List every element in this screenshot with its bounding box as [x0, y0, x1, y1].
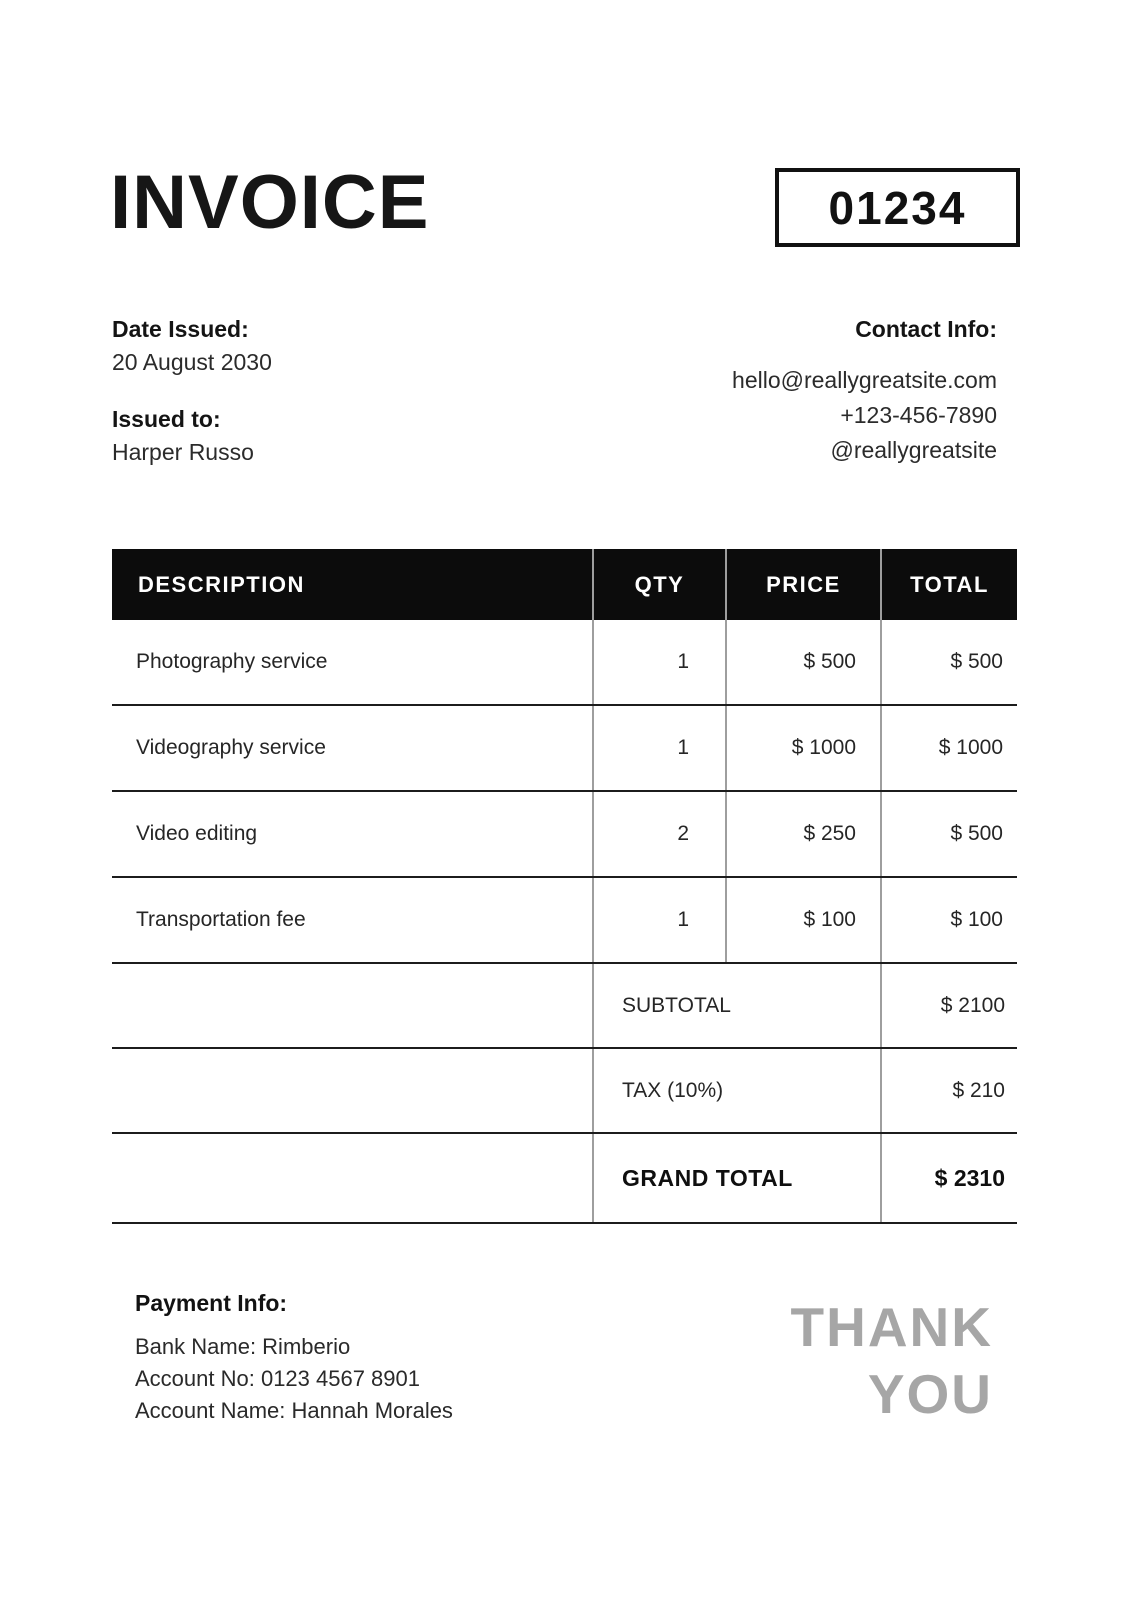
- thank-you-line2: YOU: [867, 1363, 993, 1425]
- contact-handle: @reallygreatsite: [830, 437, 997, 463]
- item-description: Videography service: [136, 736, 326, 759]
- summary-row: [112, 964, 1017, 1049]
- summary-value: $ 2100: [880, 964, 1017, 1047]
- item-qty: 1: [592, 620, 725, 704]
- table-body: [112, 620, 1017, 1224]
- contact-info: [732, 316, 997, 468]
- table-header-row: [112, 549, 1017, 620]
- table-row: [112, 792, 1017, 878]
- payment-info: [135, 1290, 453, 1427]
- payment-lines: [135, 1331, 453, 1427]
- table-row: [112, 620, 1017, 706]
- column-header-description: DESCRIPTION: [138, 571, 305, 597]
- account-name: Account Name: Hannah Morales: [135, 1398, 453, 1423]
- item-price: $ 500: [725, 620, 880, 704]
- date-issued-value: 20 August 2030: [112, 349, 272, 375]
- item-total: $ 1000: [880, 706, 1017, 790]
- summary-spacer: [112, 1134, 592, 1222]
- summary-value: $ 210: [880, 1049, 1017, 1132]
- summary-value: $ 2310: [880, 1134, 1017, 1222]
- item-qty: 1: [592, 878, 725, 962]
- item-total: $ 500: [880, 620, 1017, 704]
- item-price: $ 250: [725, 792, 880, 876]
- page-title: INVOICE: [110, 160, 430, 245]
- item-qty: 1: [592, 706, 725, 790]
- item-description: Transportation fee: [136, 908, 306, 931]
- invoice-number: 01234: [828, 181, 967, 234]
- contact-phone: +123-456-7890: [840, 402, 997, 428]
- summary-label: TAX (10%): [592, 1049, 880, 1132]
- table-row: [112, 706, 1017, 792]
- date-issued-label: Date Issued:: [112, 316, 249, 342]
- contact-lines: [732, 363, 997, 468]
- summary-label: SUBTOTAL: [592, 964, 880, 1047]
- summary-row: [112, 1049, 1017, 1134]
- invoice-table: [112, 549, 1017, 1224]
- item-total: $ 100: [880, 878, 1017, 962]
- item-qty: 2: [592, 792, 725, 876]
- payment-info-label: Payment Info:: [135, 1290, 288, 1316]
- table-row: [112, 878, 1017, 964]
- item-price: $ 1000: [725, 706, 880, 790]
- item-description: Photography service: [136, 650, 328, 673]
- summary-spacer: [112, 1049, 592, 1132]
- thank-you-line1: THANK: [790, 1296, 993, 1358]
- summary-label: GRAND TOTAL: [592, 1134, 880, 1222]
- item-description: Video editing: [136, 822, 258, 845]
- summary-row: [112, 1134, 1017, 1224]
- contact-info-label: Contact Info:: [855, 316, 997, 342]
- issued-to-label: Issued to:: [112, 406, 221, 432]
- column-header-total: TOTAL: [880, 549, 1017, 620]
- column-header-qty: QTY: [592, 549, 725, 620]
- issue-details: [112, 316, 272, 466]
- bank-name: Bank Name: Rimberio: [135, 1334, 351, 1359]
- thank-you-note: [791, 1294, 993, 1428]
- item-total: $ 500: [880, 792, 1017, 876]
- contact-email: hello@reallygreatsite.com: [732, 367, 997, 393]
- issued-to-value: Harper Russo: [112, 439, 254, 465]
- column-header-price: PRICE: [725, 549, 880, 620]
- invoice-number-box: [775, 168, 1020, 247]
- summary-spacer: [112, 964, 592, 1047]
- account-number: Account No: 0123 4567 8901: [135, 1366, 421, 1391]
- item-price: $ 100: [725, 878, 880, 962]
